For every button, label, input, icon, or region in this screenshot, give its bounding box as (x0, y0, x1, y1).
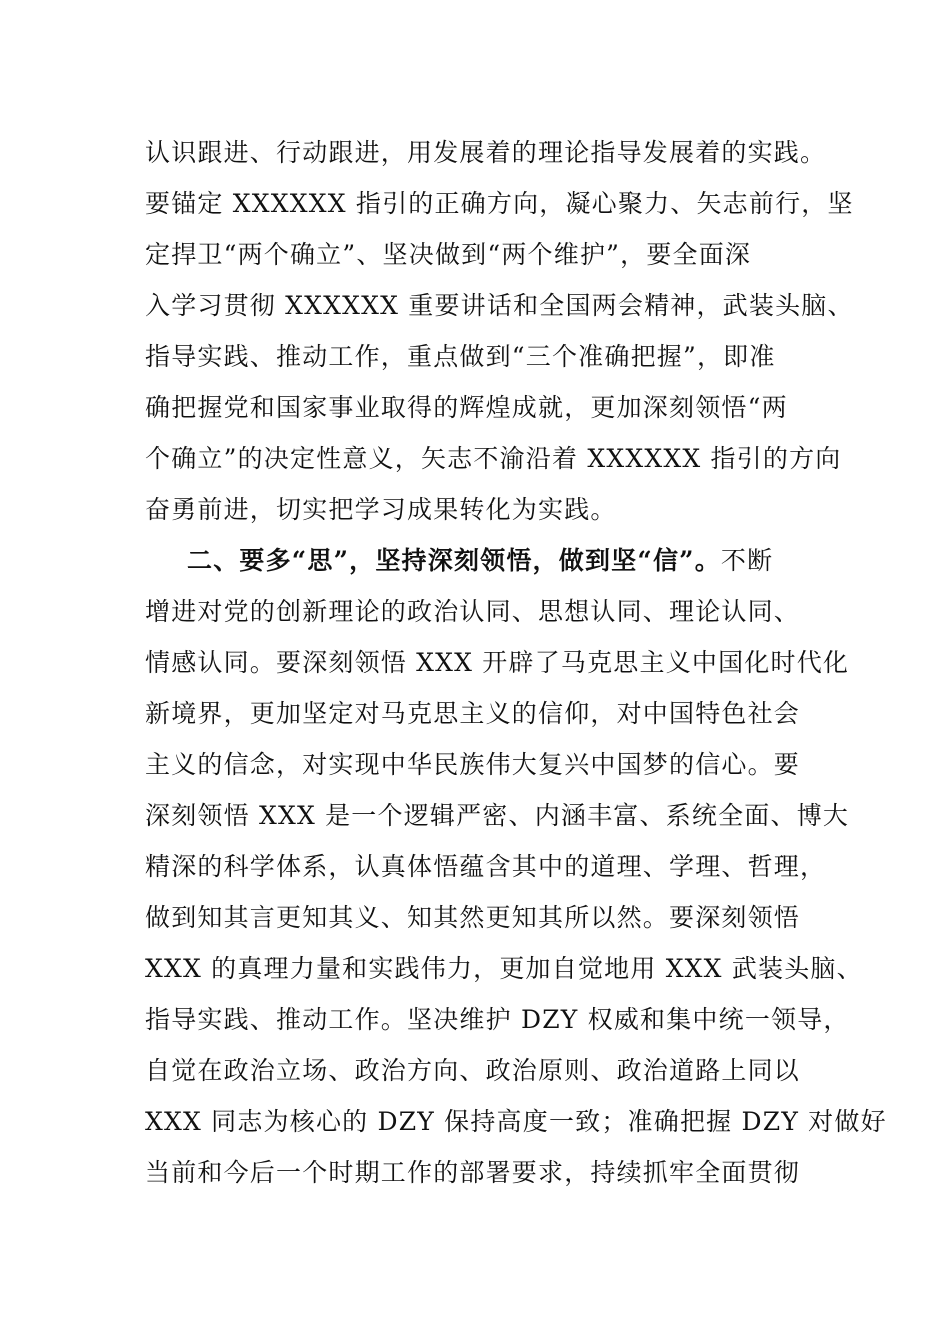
paragraph-line: 主义的信念，对实现中华民族伟大复兴中国梦的信心。要 (145, 750, 801, 779)
paragraph-line: 自觉在政治立场、政治方向、政治原则、政治道路上同以 (145, 1056, 801, 1085)
paragraph-line: 确把握党和国家事业取得的辉煌成就，更加深刻领悟“两 (145, 393, 788, 422)
paragraph-line: 深刻领悟 XXX 是一个逻辑严密、内涵丰富、系统全面、博大 (145, 801, 850, 830)
paragraph-line: 要锚定 XXXXXX 指引的正确方向，凝心聚力、矢志前行，坚 (145, 189, 854, 218)
paragraph-line: 新境界，更加坚定对马克思主义的信仰，对中国特色社会 (145, 699, 801, 728)
paragraph-line: XXX 同志为核心的 DZY 保持高度一致；准确把握 DZY 对做好 (145, 1107, 887, 1136)
paragraph-line: 奋勇前进，切实把学习成果转化为实践。 (145, 495, 617, 524)
paragraph-line: 当前和今后一个时期工作的部署要求，持续抓牢全面贯彻 (145, 1158, 801, 1187)
paragraph-line: 增进对党的创新理论的政治认同、思想认同、理论认同、 (145, 597, 801, 626)
section-heading: 二、要多“思”，坚持深刻领悟，做到坚“信”。 (187, 546, 721, 575)
paragraph-line: 认识跟进、行动跟进，用发展着的理论指导发展着的实践。 (145, 138, 827, 167)
section-heading-line (187, 546, 773, 576)
paragraph-line: 个确立”的决定性意义，矢志不渝沿着 XXXXXX 指引的方向 (145, 444, 842, 473)
paragraph-line: 情感认同。要深刻领悟 XXX 开辟了马克思主义中国化时代化 (145, 648, 850, 677)
paragraph-line: 入学习贯彻 XXXXXX 重要讲话和全国两会精神，武装头脑、 (145, 291, 854, 320)
paragraph-line: 精深的科学体系，认真体悟蕴含其中的道理、学理、哲理， (145, 852, 827, 881)
paragraph-line: 定捍卫“两个确立”、坚决做到“两个维护”，要全面深 (145, 240, 752, 269)
paragraph-line: 指导实践、推动工作，重点做到“三个准确把握”，即准 (145, 342, 776, 371)
section-heading-tail: 不断 (720, 546, 774, 575)
paragraph-line: 指导实践、推动工作。坚决维护 DZY 权威和集中统一领导， (145, 1005, 850, 1034)
paragraph-line: 做到知其言更知其义、知其然更知其所以然。要深刻领悟 (145, 903, 801, 932)
paragraph-line: XXX 的真理力量和实践伟力，更加自觉地用 XXX 武装头脑、 (145, 954, 863, 983)
